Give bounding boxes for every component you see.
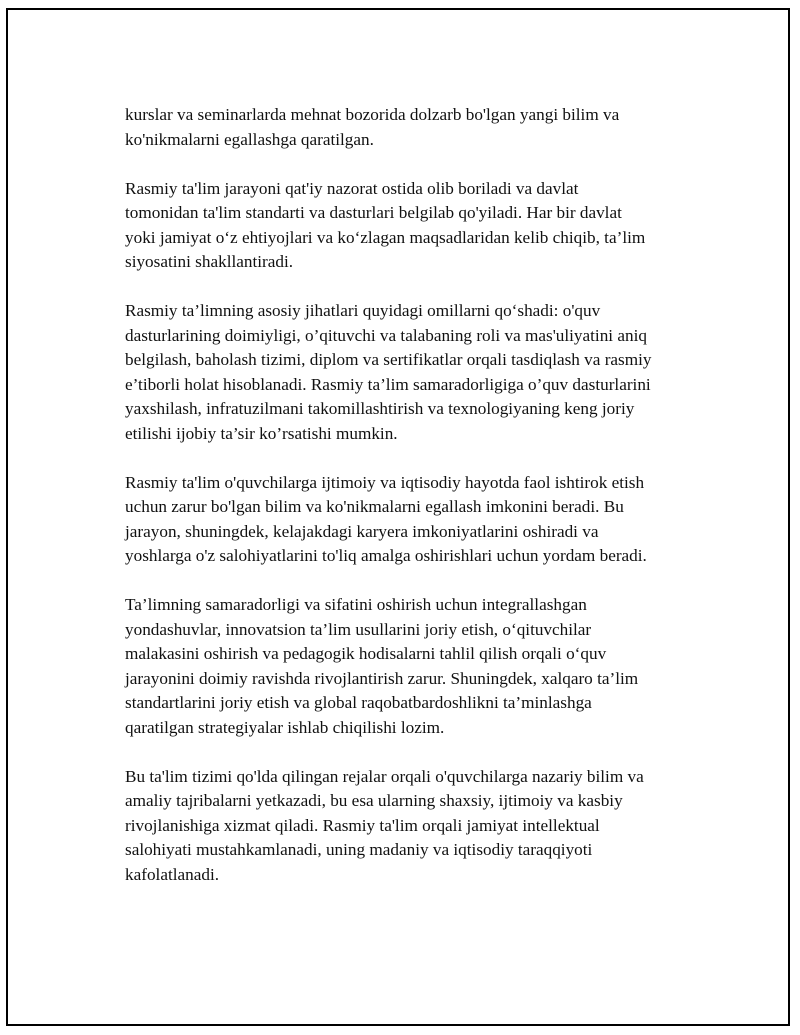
text-line: kafolatlanadi. [125, 864, 220, 884]
text-line: amaliy tajribalarni yetkazadi, bu esa ularning shaxsiy, ijtimoiy va kasbiy [125, 791, 623, 810]
paragraph-6 [125, 765, 697, 888]
text-line: kurslar va seminarlarda mehnat bozorida dolzarb bo'lgan yangi bilim va [125, 105, 620, 124]
text-line: Rasmiy ta'lim jarayoni qat'iy nazorat ostida olib boriladi va davlat [125, 178, 579, 198]
text-line: malakasini oshirish va pedagogik hodisalarni tahlil qilish orqali o‘quv [125, 644, 607, 663]
text-line: yaxshilash, infratuzilmani takomillashtirish va texnologiyaning keng joriy [125, 399, 635, 418]
text-line: tomonidan ta'lim standarti va dasturlari belgilab qo'yiladi. Har bir davlat [125, 203, 622, 222]
paragraph-1 [125, 103, 697, 152]
text-line: standartlarini joriy etish va global raqobatbardoshlikni ta’minlashga [125, 693, 592, 712]
text-line: Rasmiy ta’limning asosiy jihatlari quyidagi omillarni qo‘shadi: o'quv [125, 301, 601, 320]
text-line: Ta’limning samaradorligi va sifatini oshirish uchun integrallashgan [125, 595, 587, 614]
text-line: yondashuvlar, innovatsion ta’lim usullarini joriy etish, o‘qituvchilar [125, 619, 592, 639]
paragraph-4 [125, 471, 697, 569]
text-line: yoki jamiyat o‘z ehtiyojlari va ko‘zlagan maqsadlaridan kelib chiqib, ta’lim [125, 227, 646, 247]
text-line: etilishi ijobiy ta’sir ko’rsatishi mumkin. [125, 423, 398, 443]
text-line: ko'nikmalarni egallashga qaratilgan. [125, 129, 374, 149]
text-line: Rasmiy ta'lim o'quvchilarga ijtimoiy va iqtisodiy hayotda faol ishtirok etish [125, 472, 645, 492]
text-line: jarayon, shuningdek, kelajakdagi karyera imkoniyatlarini oshiradi va [125, 521, 599, 541]
text-line: e’tiborli holat hisoblanadi. Rasmiy ta’lim samaradorligiga o’quv dasturlarini [125, 374, 651, 394]
paragraph-3 [125, 299, 697, 446]
text-line: Bu ta'lim tizimi qo'lda qilingan rejalar orqali o'quvchilarga nazariy bilim va [125, 766, 644, 786]
paragraph-2 [125, 177, 697, 275]
document-body [125, 103, 697, 912]
text-line: qaratilgan strategiyalar ishlab chiqilishi lozim. [125, 717, 445, 737]
paragraph-5 [125, 593, 697, 740]
text-line: belgilash, baholash tizimi, diplom va sertifikatlar orqali tasdiqlash va rasmiy [125, 350, 652, 369]
text-line: rivojlanishiga xizmat qiladi. Rasmiy ta'lim orqali jamiyat intellektual [125, 815, 600, 835]
text-line: jarayonini doimiy ravishda rivojlantirish zarur. Shuningdek, xalqaro ta’lim [125, 668, 639, 688]
text-line: yoshlarga o'z salohiyatlarini to'liq amalga oshirishlari uchun yordam beradi. [125, 546, 647, 565]
text-line: salohiyati mustahkamlanadi, uning madaniy va iqtisodiy taraqqiyoti [125, 840, 593, 859]
page-frame [6, 8, 790, 1026]
text-line: dasturlarining doimiyligi, o’qituvchi va talabaning roli va mas'uliyatini aniq [125, 325, 647, 345]
text-line: siyosatini shakllantiradi. [125, 252, 294, 271]
text-line: uchun zarur bo'lgan bilim va ko'nikmalarni egallash imkonini beradi. Bu [125, 497, 624, 516]
